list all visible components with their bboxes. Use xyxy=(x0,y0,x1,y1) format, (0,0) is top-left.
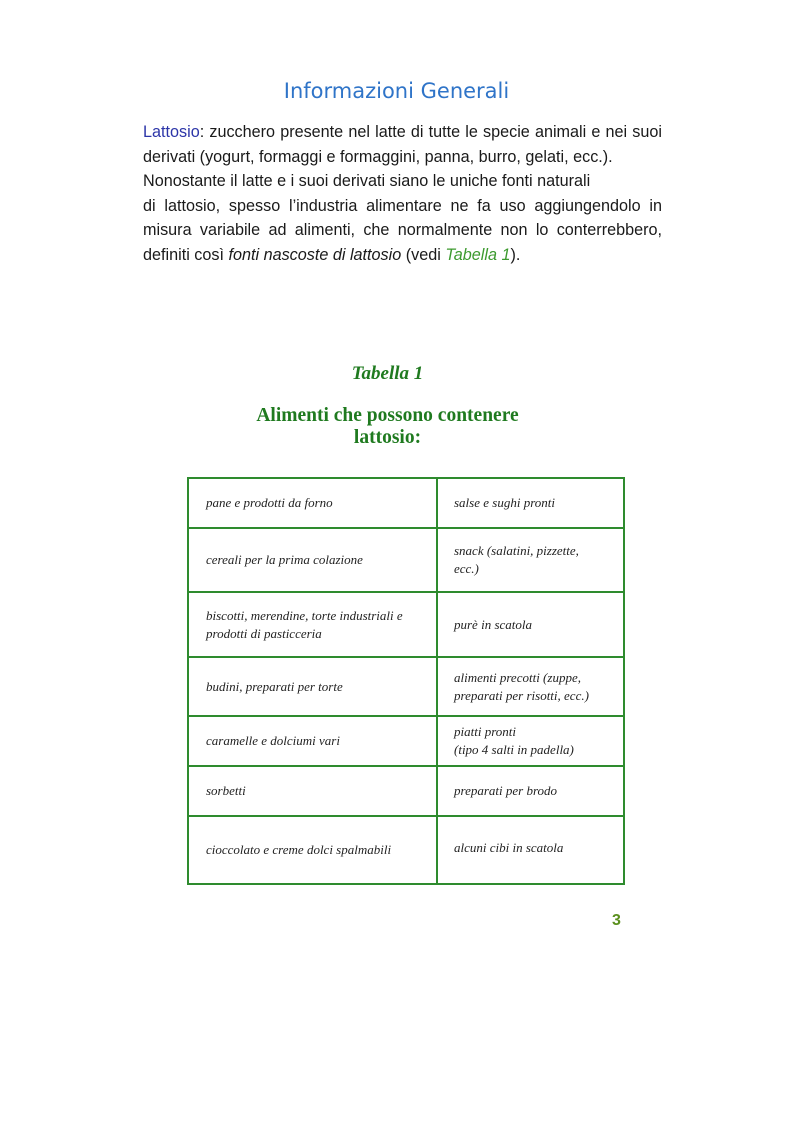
lattosio-definition-text: : zucchero presente nel latte di tutte le specie animali e nei suoi derivati (yogurt, formaggi e formaggini, panna, burro, gelati, ecc.). xyxy=(143,123,662,166)
table-row xyxy=(188,592,624,657)
foods-table xyxy=(187,477,625,885)
table-cell: cereali per la prima colazione xyxy=(188,528,437,592)
table-row xyxy=(188,657,624,716)
see-prefix: (vedi xyxy=(401,245,446,264)
table-reference-link[interactable]: Tabella 1 xyxy=(445,245,511,264)
cell-line: piatti pronti xyxy=(454,724,516,739)
cell-line: (tipo 4 salti in padella) xyxy=(454,742,574,757)
table-caption-line1: Alimenti che possono contenere xyxy=(256,405,519,426)
table-cell: biscotti, merendine, torte industriali e prodotti di pasticceria xyxy=(188,592,437,657)
table-row xyxy=(188,478,624,528)
table-cell: salse e sughi pronti xyxy=(437,478,624,528)
hidden-sources-paragraph xyxy=(143,169,662,267)
page-number: 3 xyxy=(612,912,621,929)
table-caption-line2: lattosio: xyxy=(353,427,422,448)
table-row xyxy=(188,766,624,816)
table-row xyxy=(188,816,624,884)
intro-text xyxy=(143,120,662,267)
table-cell: preparati per brodo xyxy=(437,766,624,816)
table-cell: sorbetti xyxy=(188,766,437,816)
table-cell: caramelle e dolciumi vari xyxy=(188,716,437,766)
table-cell: budini, preparati per torte xyxy=(188,657,437,716)
table-cell: pane e prodotti da forno xyxy=(188,478,437,528)
table-cell: cioccolato e creme dolci spalmabili xyxy=(188,816,437,884)
table-cell: snack (salatini, pizzette, ecc.) xyxy=(437,528,624,592)
table-cell: purè in scatola xyxy=(437,592,624,657)
table-cell: alcuni cibi in scatola xyxy=(437,816,624,884)
lattosio-term: Lattosio xyxy=(143,123,200,141)
hidden-sources-term: fonti nascoste di lattosio xyxy=(228,245,402,264)
page-title: Informazioni Generali xyxy=(283,79,510,103)
table-row xyxy=(188,716,624,766)
table-cell: alimenti precotti (zuppe, preparati per risotti, ecc.) xyxy=(437,657,624,716)
see-suffix: ). xyxy=(510,245,521,264)
table-caption xyxy=(200,405,575,449)
paragraph-first-line: Nonostante il latte e i suoi derivati siano le uniche fonti naturali xyxy=(143,172,591,190)
table-row xyxy=(188,528,624,592)
table-number: Tabella 1 xyxy=(351,363,424,384)
lattosio-definition xyxy=(143,120,662,169)
paragraph-rest: di lattosio, spesso l’industria alimentare ne fa uso aggiungendolo in misura variabile ad alimenti, che normalmente non lo conterrebbero, definiti così xyxy=(143,196,662,264)
table-cell xyxy=(437,716,624,766)
